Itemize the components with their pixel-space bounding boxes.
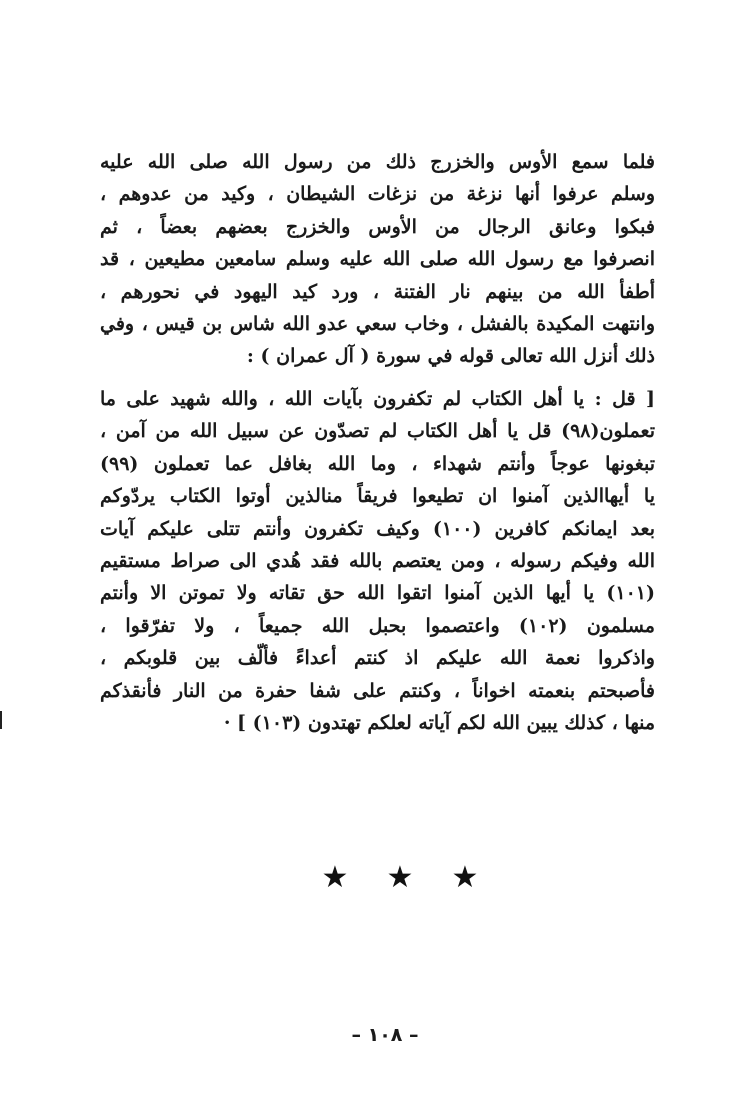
text-line: مسلمون (١٠٢) واعتصموا بحبل الله جميعاً ، ولا تفرّقوا ، (100, 614, 655, 637)
star-icon: ★ (451, 860, 479, 895)
quran-quote-paragraph (100, 383, 655, 739)
scan-edge-mark (0, 711, 2, 729)
text-line: فبكوا وعانق الرجال من الأوس والخزرج بعضهم بعضاً ، ثم (100, 215, 655, 238)
text-line: بعد ايمانكم كافرين (١٠٠) وكيف تكفرون وأنتم تتلى عليكم آيات (100, 517, 655, 540)
text-line: انصرفوا مع رسول الله صلى الله عليه وسلم سامعين مطيعين ، قد (100, 248, 655, 271)
text-line: تعملون(٩٨) قل يا أهل الكتاب لم تصدّون عن سبيل الله من آمن ، (100, 420, 655, 443)
section-separator (320, 858, 480, 898)
text-line: فلما سمع الأوس والخزرج ذلك من رسول الله صلى الله عليه (100, 151, 655, 173)
text-line: يا أيهاالذين آمنوا ان تطيعوا فريقاً منالذين أوتوا الكتاب يردّوكم (100, 485, 655, 508)
star-icon: ★ (321, 860, 349, 895)
text-line: ذلك أنزل الله تعالى قوله في سورة ( آل عمران ) : (246, 345, 655, 368)
text-line: أطفأ الله من بينهم نار الفتنة ، ورد كيد اليهود في نحورهم ، (100, 280, 655, 303)
narrative-paragraph (100, 146, 655, 373)
text-line: واذكروا نعمة الله عليكم اذ كنتم أعداءً فألّف بين قلوبكم ، (100, 647, 655, 670)
text-line: (١٠١) يا أيها الذين آمنوا اتقوا الله حق تقاته ولا تموتن الا وأنتم (100, 582, 655, 605)
text-line: وانتهت المكيدة بالفشل ، وخاب سعي عدو الله شاس بن قيس ، وفي (100, 313, 655, 336)
text-line: الله وفيكم رسوله ، ومن يعتصم بالله فقد هُدي الى صراط مستقيم (100, 550, 655, 573)
page-number: – ١٠٨ – (351, 1024, 419, 1046)
text-line: وسلم عرفوا أنها نزغة من نزغات الشيطان ، وكيد من عدوهم ، (100, 183, 655, 206)
text-line: [ قل : يا أهل الكتاب لم تكفرون بآيات الله ، والله شهيد على ما (100, 388, 655, 410)
text-line: فأصبحتم بنعمته اخواناً ، وكنتم على شفا حفرة من النار فأنقذكم (100, 679, 655, 702)
text-line: منها ، كذلك يبين الله لكم آياته لعلكم تهتدون (١٠٣) ] · (223, 712, 655, 735)
text-line: تبغونها عوجاً وأنتم شهداء ، وما الله بغافل عما تعملون (٩٩) (100, 452, 655, 475)
star-icon: ★ (386, 860, 414, 895)
